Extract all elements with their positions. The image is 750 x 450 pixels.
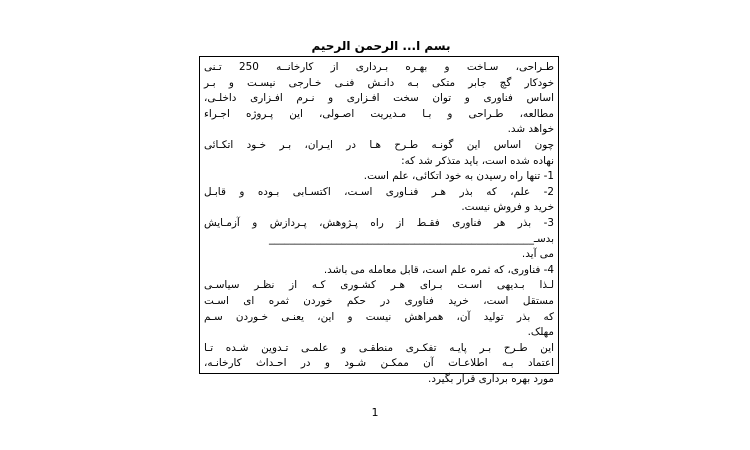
text-line: اساس فناوری و توان سخت افـزاری و نـرم افـزاری داخلـی، bbox=[204, 92, 554, 105]
text-line: بدسـ___________________________________________________ bbox=[268, 232, 554, 245]
text-line: اعتماد بـه اطلاعـات آن ممکـن شـود و در احـداث کارخانـه، bbox=[204, 357, 554, 370]
text-line: چون اساس این گونـه طـرح هـا در ایـران، بـر خـود اتکـائی bbox=[204, 138, 554, 151]
text-line: این طـرح بـر پایـه تفکـری منطقـی و علمـی تـدوین شـده تـا bbox=[204, 341, 554, 354]
text-line: مطالعه، طـراحی و بـا مـدیریت اصـولی، این پـروژه اجـراء bbox=[204, 107, 554, 120]
text-line: طـراحی، سـاخت و بهـره بـرداری از کارخانــه 250 تـنی bbox=[204, 61, 554, 73]
text-line: نهاده شده است، باید متذکر شد که: bbox=[401, 154, 554, 167]
text-line: لـذا بـدیهی اسـت بـرای هـر کشـوری کـه از نظـر سیاسـی bbox=[204, 279, 554, 292]
text-line: مورد بهره برداری قرار بگیرد. bbox=[428, 372, 554, 385]
text-line: خواهد شد. bbox=[507, 123, 554, 136]
text-line: که بذر تولید آن، همراهش نیست و این، یعنـی خـوردن سـم bbox=[204, 310, 554, 323]
text-line: 4- فناوری، که ثمره علم است، قابل معامله می باشد. bbox=[323, 263, 554, 276]
text-line: خودکار گچ جابر متکی بـه دانـش فنـی خـارجی نیسـت و بـر bbox=[204, 76, 554, 89]
text-line: 2- علم، که بذر هـر فنـاوری اسـت، اکتسـابی بـوده و قابـل bbox=[204, 185, 554, 198]
text-line: 1- تنها راه رسیدن به خود اتکائی، علم است. bbox=[363, 170, 554, 183]
text-frame bbox=[199, 56, 559, 385]
document-heading: بسم ا... الرحمن الرحیم bbox=[311, 39, 451, 53]
text-line: 3- بذر هر فناوری فقـط از راه پـژوهش، پـردازش و آزمـایش bbox=[204, 216, 554, 229]
text-line: مهلک. bbox=[527, 326, 554, 339]
text-line: می آید. bbox=[521, 248, 554, 261]
text-line: خرید و فروش نیست. bbox=[461, 201, 554, 214]
text-line: مستقل است، خرید فناوری در حکم خوردن ثمره ای اسـت bbox=[204, 294, 554, 307]
page-number: 1 bbox=[371, 406, 379, 419]
